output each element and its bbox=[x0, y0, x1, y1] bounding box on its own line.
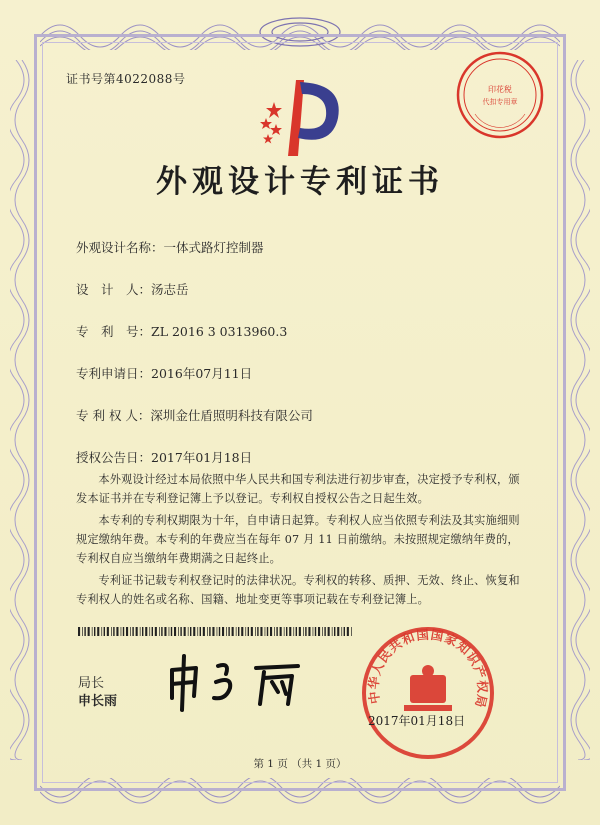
patent-number-label: 专 利 号： bbox=[76, 324, 152, 339]
director-signature bbox=[160, 648, 310, 714]
tax-stamp-seal bbox=[455, 50, 545, 140]
application-date-value: 2016年07月11日 bbox=[151, 366, 253, 381]
design-name-row bbox=[76, 238, 264, 256]
body-paragraph: 本外观设计经过本局依照中华人民共和国专利法进行初步审查，决定授予专利权，颁发本证书并在专利登记簿上予以登记。专利权自授权公告之日起生效。 bbox=[76, 473, 520, 505]
director-title: 局长 bbox=[78, 676, 105, 691]
patent-number-row bbox=[76, 322, 287, 340]
patent-number-value: ZL 2016 3 0313960.3 bbox=[151, 324, 288, 339]
designer-row bbox=[76, 280, 189, 298]
patentee-row bbox=[76, 406, 313, 424]
design-name-value: 一体式路灯控制器 bbox=[163, 240, 264, 255]
design-name-label: 外观设计名称： bbox=[76, 240, 164, 255]
certificate-number: 证书号第4022088号 bbox=[66, 72, 186, 86]
designer-value: 汤志岳 bbox=[151, 282, 189, 297]
seal-date: 2017年01月18日 bbox=[368, 714, 466, 728]
application-date-label: 专利申请日： bbox=[76, 366, 152, 381]
patentee-value: 深圳金仕盾照明科技有限公司 bbox=[150, 408, 313, 423]
application-date-row bbox=[76, 364, 252, 382]
certificate-title: 外观设计专利证书 bbox=[156, 164, 444, 200]
national-ip-office-seal bbox=[360, 625, 496, 761]
director-name: 申长雨 bbox=[78, 694, 118, 709]
body-paragraph: 本专利的专利权期限为十年，自申请日起算。专利权人应当依照专利法及其实施细则规定缴纳年费。本专利的年费应当在每年 07 月 11 日前缴纳。未按照规定缴纳年费的，专利权自应当缴纳年费期满之日起终止。 bbox=[76, 514, 520, 565]
designer-label: 设 计 人： bbox=[76, 282, 152, 297]
seal-text: 中华人民共和国国家知识产权局 bbox=[365, 626, 491, 710]
grant-date-row bbox=[76, 448, 252, 466]
certificate-body bbox=[76, 470, 524, 612]
grant-date-label: 授权公告日： bbox=[76, 450, 152, 465]
grant-date-value: 2017年01月18日 bbox=[151, 450, 253, 465]
svg-text:代扣专用章: 代扣专用章 bbox=[482, 98, 518, 106]
patentee-label: 专 利 权 人： bbox=[76, 408, 151, 423]
patent-office-logo bbox=[252, 72, 348, 160]
body-paragraph: 专利证书记载专利权登记时的法律状况。专利权的转移、质押、无效、终止、恢复和专利权人的姓名或名称、国籍、地址变更等事项记载在专利登记簿上。 bbox=[76, 574, 520, 606]
svg-text:印花税: 印花税 bbox=[488, 85, 512, 94]
page-footer: 第 1 页 （共 1 页） bbox=[253, 758, 347, 770]
barcode bbox=[78, 627, 352, 636]
